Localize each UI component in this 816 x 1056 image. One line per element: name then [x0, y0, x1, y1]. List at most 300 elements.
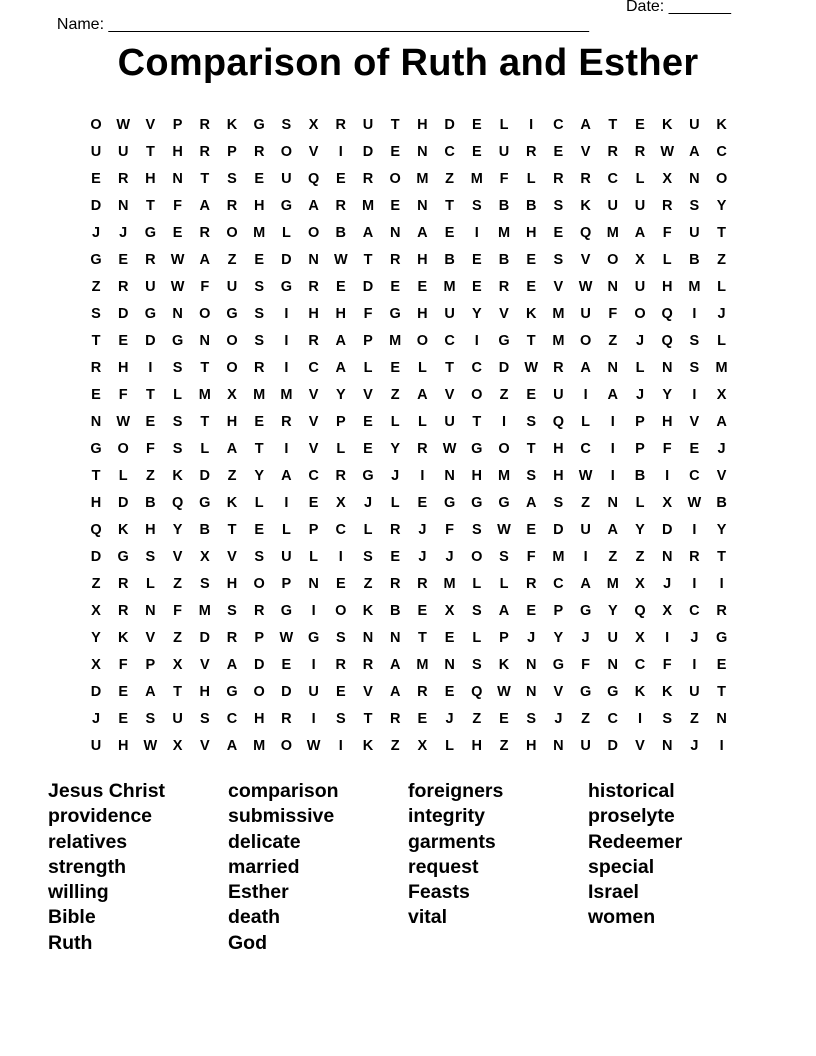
- grid-letter: F: [173, 198, 183, 214]
- grid-letter: W: [279, 630, 294, 646]
- grid-letter: Y: [172, 522, 183, 538]
- grid-letter: G: [579, 684, 592, 700]
- grid-letter: V: [363, 387, 373, 403]
- grid-letter: M: [198, 603, 211, 619]
- grid-letter: R: [553, 360, 564, 376]
- grid-letter: R: [253, 144, 265, 160]
- grid-letter: M: [389, 333, 402, 349]
- grid-letter: A: [389, 684, 401, 700]
- grid-letter: J: [91, 225, 101, 241]
- grid-letter: S: [689, 198, 700, 214]
- grid-letter: E: [254, 171, 265, 187]
- grid-letter: N: [525, 684, 537, 700]
- grid-letter: S: [689, 360, 700, 376]
- grid-letter: I: [311, 711, 316, 727]
- word-bank-column: [408, 779, 583, 931]
- grid-letter: D: [199, 468, 211, 484]
- grid-letter: N: [389, 630, 401, 646]
- grid-letter: W: [143, 738, 158, 754]
- grid-letter: X: [199, 549, 210, 565]
- grid-letter: W: [116, 414, 131, 430]
- grid-letter: M: [715, 360, 728, 376]
- grid-letter: V: [308, 387, 319, 403]
- grid-letter: H: [117, 738, 129, 754]
- grid-letter: F: [118, 657, 128, 673]
- grid-letter: D: [553, 522, 564, 538]
- grid-letter: U: [444, 306, 455, 322]
- grid-letter: J: [119, 225, 128, 241]
- grid-letter: E: [526, 603, 537, 619]
- grid-letter: O: [634, 306, 646, 322]
- grid-letter: T: [254, 441, 264, 457]
- word-bank-item: integrity: [408, 805, 485, 828]
- grid-letter: N: [145, 603, 156, 619]
- grid-letter: L: [254, 495, 264, 511]
- grid-letter: F: [581, 657, 591, 673]
- grid-letter: F: [662, 441, 672, 457]
- grid-letter: L: [445, 738, 455, 754]
- grid-letter: U: [607, 198, 619, 214]
- grid-letter: G: [307, 630, 320, 646]
- grid-letter: K: [661, 117, 673, 133]
- grid-letter: W: [524, 360, 539, 376]
- word-bank-item: Esther: [228, 881, 289, 904]
- grid-letter: U: [607, 630, 619, 646]
- grid-letter: J: [581, 630, 590, 646]
- grid-letter: N: [661, 360, 673, 376]
- grid-letter: W: [578, 279, 593, 295]
- grid-letter: M: [497, 225, 511, 241]
- grid-letter: N: [661, 549, 673, 565]
- grid-letter: O: [280, 738, 293, 754]
- word-bank-item: garments: [408, 830, 496, 853]
- grid-letter: D: [117, 306, 129, 322]
- grid-letter: R: [553, 171, 564, 187]
- grid-letter: X: [172, 738, 183, 754]
- grid-letter: F: [662, 225, 672, 241]
- grid-letter: A: [525, 495, 537, 511]
- grid-letter: H: [145, 171, 156, 187]
- grid-letter: H: [90, 495, 102, 511]
- grid-letter: E: [390, 279, 401, 295]
- grid-letter: Y: [662, 387, 673, 403]
- grid-letter: R: [689, 549, 700, 565]
- grid-letter: U: [689, 684, 700, 700]
- grid-letter: R: [607, 144, 619, 160]
- word-bank-item: providence: [48, 805, 153, 828]
- grid-letter: U: [308, 684, 319, 700]
- grid-letter: U: [444, 414, 455, 430]
- grid-letter: C: [607, 711, 619, 727]
- grid-letter: V: [716, 468, 727, 484]
- grid-letter: M: [198, 387, 211, 403]
- grid-letter: K: [498, 657, 510, 673]
- grid-letter: J: [690, 630, 699, 646]
- grid-letter: K: [362, 603, 374, 619]
- grid-letter: J: [91, 711, 101, 727]
- grid-letter: A: [335, 360, 347, 376]
- grid-letter: G: [389, 306, 401, 322]
- grid-letter: G: [90, 441, 102, 457]
- grid-letter: I: [311, 603, 316, 619]
- grid-letter: Y: [335, 387, 346, 403]
- grid-letter: S: [199, 576, 210, 592]
- grid-letter: F: [173, 603, 183, 619]
- grid-letter: T: [91, 333, 101, 349]
- grid-letter: S: [172, 441, 183, 457]
- grid-letter: O: [498, 441, 510, 457]
- grid-letter: I: [148, 360, 153, 376]
- grid-letter: I: [474, 225, 479, 241]
- grid-letter: B: [145, 495, 156, 511]
- grid-letter: A: [226, 657, 238, 673]
- grid-letter: W: [497, 684, 511, 700]
- grid-letter: L: [336, 441, 346, 457]
- word-bank-item: death: [228, 906, 281, 929]
- grid-letter: U: [117, 144, 129, 160]
- word-bank-item: Bible: [48, 906, 96, 929]
- word-bank-item: relatives: [48, 830, 128, 853]
- grid-letter: O: [389, 171, 401, 187]
- grid-letter: L: [635, 495, 645, 511]
- grid-letter: X: [308, 117, 319, 133]
- grid-row: [82, 355, 742, 382]
- word-bank: [48, 779, 788, 979]
- grid-row: [82, 274, 742, 301]
- grid-letter: Y: [716, 522, 727, 538]
- grid-letter: V: [553, 684, 564, 700]
- grid-letter: F: [608, 306, 618, 322]
- grid-letter: U: [362, 117, 374, 133]
- grid-letter: U: [580, 306, 591, 322]
- grid-row: [82, 517, 742, 544]
- grid-letter: M: [416, 657, 429, 673]
- grid-letter: X: [91, 657, 101, 673]
- grid-row: [82, 220, 742, 247]
- grid-letter: M: [552, 306, 565, 322]
- grid-letter: G: [144, 225, 157, 241]
- grid-letter: H: [253, 711, 265, 727]
- grid-letter: Q: [471, 684, 483, 700]
- grid-letter: K: [580, 198, 591, 214]
- grid-letter: J: [663, 576, 672, 592]
- grid-letter: Z: [227, 468, 237, 484]
- grid-letter: J: [717, 306, 726, 322]
- grid-letter: X: [662, 171, 673, 187]
- grid-letter: P: [553, 603, 564, 619]
- grid-letter: L: [145, 576, 155, 592]
- grid-letter: S: [526, 414, 537, 430]
- word-bank-item: willing: [48, 881, 109, 904]
- grid-letter: V: [689, 414, 700, 430]
- grid-letter: N: [689, 171, 700, 187]
- grid-letter: S: [553, 252, 564, 268]
- grid-letter: E: [172, 225, 183, 241]
- grid-letter: P: [308, 522, 319, 538]
- grid-letter: N: [308, 576, 319, 592]
- grid-letter: A: [362, 225, 374, 241]
- grid-letter: L: [281, 522, 291, 538]
- grid-letter: I: [692, 522, 697, 538]
- grid-letter: X: [335, 495, 346, 511]
- grid-letter: I: [583, 549, 588, 565]
- grid-letter: B: [498, 252, 510, 268]
- grid-letter: E: [444, 630, 455, 646]
- grid-letter: Z: [472, 711, 482, 727]
- grid-letter: E: [335, 171, 346, 187]
- grid-letter: L: [662, 252, 672, 268]
- grid-letter: B: [335, 225, 347, 241]
- grid-letter: X: [172, 657, 183, 673]
- grid-letter: U: [580, 738, 591, 754]
- grid-row: [82, 571, 742, 598]
- word-bank-column: [228, 779, 403, 956]
- grid-letter: D: [362, 144, 374, 160]
- grid-letter: S: [553, 495, 564, 511]
- grid-letter: L: [499, 576, 509, 592]
- grid-letter: G: [171, 333, 184, 349]
- grid-letter: L: [118, 468, 128, 484]
- grid-letter: O: [280, 144, 293, 160]
- grid-letter: M: [606, 576, 619, 592]
- grid-letter: R: [389, 522, 401, 538]
- grid-letter: O: [253, 684, 265, 700]
- grid-letter: C: [634, 657, 646, 673]
- grid-letter: M: [280, 387, 293, 403]
- grid-letter: M: [443, 279, 456, 295]
- grid-letter: P: [363, 333, 373, 349]
- grid-letter: P: [635, 441, 645, 457]
- grid-letter: A: [417, 225, 428, 241]
- grid-letter: G: [498, 333, 510, 349]
- grid-letter: M: [443, 576, 456, 592]
- grid-letter: N: [525, 657, 537, 673]
- grid-letter: Y: [607, 603, 618, 619]
- grid-letter: E: [254, 522, 265, 538]
- grid-letter: V: [145, 117, 156, 133]
- grid-letter: L: [417, 360, 427, 376]
- grid-letter: N: [172, 306, 183, 322]
- grid-letter: E: [526, 387, 537, 403]
- grid-letter: N: [661, 738, 673, 754]
- grid-letter: B: [199, 522, 211, 538]
- grid-letter: C: [444, 333, 455, 349]
- grid-letter: I: [692, 306, 697, 322]
- grid-letter: R: [417, 684, 428, 700]
- grid-letter: I: [338, 549, 343, 565]
- grid-letter: C: [580, 441, 591, 457]
- grid-letter: T: [200, 360, 210, 376]
- grid-letter: M: [552, 549, 565, 565]
- grid-letter: N: [417, 198, 428, 214]
- grid-letter: K: [117, 630, 129, 646]
- grid-letter: H: [553, 468, 564, 484]
- grid-letter: D: [253, 657, 265, 673]
- grid-letter: X: [635, 252, 645, 268]
- grid-letter: Q: [307, 171, 320, 187]
- grid-letter: A: [389, 657, 401, 673]
- grid-letter: R: [117, 576, 129, 592]
- grid-letter: G: [443, 495, 456, 511]
- grid-letter: G: [579, 603, 592, 619]
- grid-letter: A: [226, 441, 238, 457]
- grid-letter: U: [172, 711, 183, 727]
- grid-letter: I: [501, 414, 507, 430]
- grid-letter: E: [363, 441, 373, 457]
- grid-letter: H: [471, 738, 483, 754]
- grid-letter: E: [281, 657, 292, 673]
- grid-letter: S: [227, 603, 237, 619]
- grid-letter: J: [554, 711, 563, 727]
- grid-letter: N: [199, 333, 211, 349]
- grid-letter: R: [634, 144, 646, 160]
- grid-letter: F: [445, 522, 455, 538]
- grid-letter: N: [90, 414, 102, 430]
- grid-letter: W: [333, 252, 348, 268]
- grid-letter: T: [91, 468, 101, 484]
- grid-letter: M: [688, 279, 701, 295]
- grid-letter: E: [118, 333, 129, 349]
- grid-letter: X: [91, 603, 101, 619]
- grid-letter: R: [417, 441, 428, 457]
- grid-letter: O: [226, 225, 238, 241]
- word-bank-item: women: [588, 906, 656, 929]
- word-bank-item: submissive: [228, 805, 335, 828]
- grid-letter: U: [226, 279, 238, 295]
- grid-letter: I: [529, 117, 534, 133]
- grid-letter: P: [281, 576, 292, 592]
- grid-letter: T: [173, 684, 183, 700]
- grid-letter: M: [606, 225, 619, 241]
- grid-letter: O: [199, 306, 211, 322]
- grid-letter: H: [553, 441, 564, 457]
- grid-letter: N: [444, 657, 455, 673]
- grid-letter: C: [689, 603, 700, 619]
- word-bank-item: strength: [48, 855, 126, 878]
- grid-letter: C: [308, 360, 319, 376]
- grid-letter: X: [716, 387, 727, 403]
- grid-letter: E: [335, 576, 346, 592]
- grid-letter: N: [607, 657, 619, 673]
- grid-letter: E: [526, 279, 537, 295]
- grid-letter: E: [417, 711, 428, 727]
- grid-letter: A: [145, 684, 156, 700]
- grid-letter: V: [308, 441, 319, 457]
- grid-letter: K: [634, 684, 646, 700]
- grid-letter: J: [445, 711, 454, 727]
- grid-letter: L: [390, 495, 400, 511]
- grid-row: [82, 598, 742, 625]
- grid-letter: C: [335, 522, 347, 538]
- grid-letter: D: [281, 684, 292, 700]
- grid-row: [82, 139, 742, 166]
- grid-letter: A: [580, 117, 591, 133]
- word-bank-item: request: [408, 855, 479, 878]
- grid-letter: G: [715, 630, 728, 646]
- grid-letter: S: [91, 306, 101, 322]
- grid-letter: T: [145, 387, 155, 403]
- grid-letter: H: [226, 414, 238, 430]
- grid-letter: H: [199, 684, 211, 700]
- grid-letter: E: [471, 144, 482, 160]
- grid-letter: L: [390, 414, 400, 430]
- grid-letter: N: [172, 171, 183, 187]
- grid-letter: O: [416, 333, 429, 349]
- grid-letter: S: [199, 711, 210, 727]
- grid-letter: N: [444, 468, 455, 484]
- grid-letter: J: [527, 630, 536, 646]
- grid-letter: N: [607, 279, 619, 295]
- grid-letter: C: [471, 360, 483, 376]
- grid-letter: L: [200, 441, 210, 457]
- grid-letter: L: [526, 171, 536, 187]
- grid-letter: R: [253, 603, 265, 619]
- grid-letter: Y: [390, 441, 401, 457]
- grid-letter: E: [499, 711, 509, 727]
- grid-letter: A: [689, 144, 700, 160]
- grid-letter: K: [226, 117, 238, 133]
- grid-letter: E: [526, 522, 537, 538]
- grid-letter: A: [226, 738, 238, 754]
- grid-letter: R: [199, 144, 211, 160]
- grid-letter: S: [471, 522, 482, 538]
- grid-letter: L: [717, 333, 727, 349]
- grid-letter: R: [580, 171, 591, 187]
- grid-letter: I: [692, 387, 697, 403]
- grid-letter: I: [420, 468, 425, 484]
- grid-letter: M: [361, 198, 375, 214]
- grid-letter: J: [635, 333, 645, 349]
- word-bank-item: Feasts: [408, 881, 470, 904]
- grid-letter: S: [335, 630, 346, 646]
- grid-letter: G: [144, 306, 157, 322]
- grid-letter: N: [362, 630, 374, 646]
- grid-letter: G: [226, 684, 238, 700]
- grid-letter: E: [471, 279, 482, 295]
- grid-letter: Q: [634, 603, 646, 619]
- grid-letter: O: [471, 387, 483, 403]
- grid-letter: L: [717, 279, 727, 295]
- grid-letter: N: [607, 495, 619, 511]
- grid-letter: B: [525, 198, 537, 214]
- grid-letter: E: [118, 711, 129, 727]
- name-field-label: Name: ______________________________________________________: [56, 16, 589, 33]
- grid-letter: O: [607, 252, 619, 268]
- grid-letter: D: [661, 522, 673, 538]
- grid-letter: T: [526, 441, 536, 457]
- grid-letter: I: [610, 441, 615, 457]
- grid-letter: H: [661, 279, 673, 295]
- word-bank-item: delicate: [228, 830, 301, 853]
- grid-letter: V: [145, 630, 156, 646]
- grid-letter: I: [637, 711, 643, 727]
- grid-letter: C: [308, 468, 319, 484]
- grid-letter: W: [170, 279, 185, 295]
- word-bank-item: vital: [408, 906, 448, 929]
- grid-letter: L: [472, 576, 482, 592]
- grid-letter: J: [690, 738, 699, 754]
- grid-letter: L: [499, 117, 509, 133]
- grid-letter: R: [281, 414, 292, 430]
- grid-letter: Y: [254, 468, 265, 484]
- grid-letter: G: [498, 495, 510, 511]
- grid-row: [82, 679, 742, 706]
- grid-letter: A: [199, 198, 211, 214]
- grid-letter: L: [581, 414, 591, 430]
- grid-letter: S: [662, 711, 673, 727]
- grid-row: [82, 544, 742, 571]
- grid-letter: Z: [390, 387, 400, 403]
